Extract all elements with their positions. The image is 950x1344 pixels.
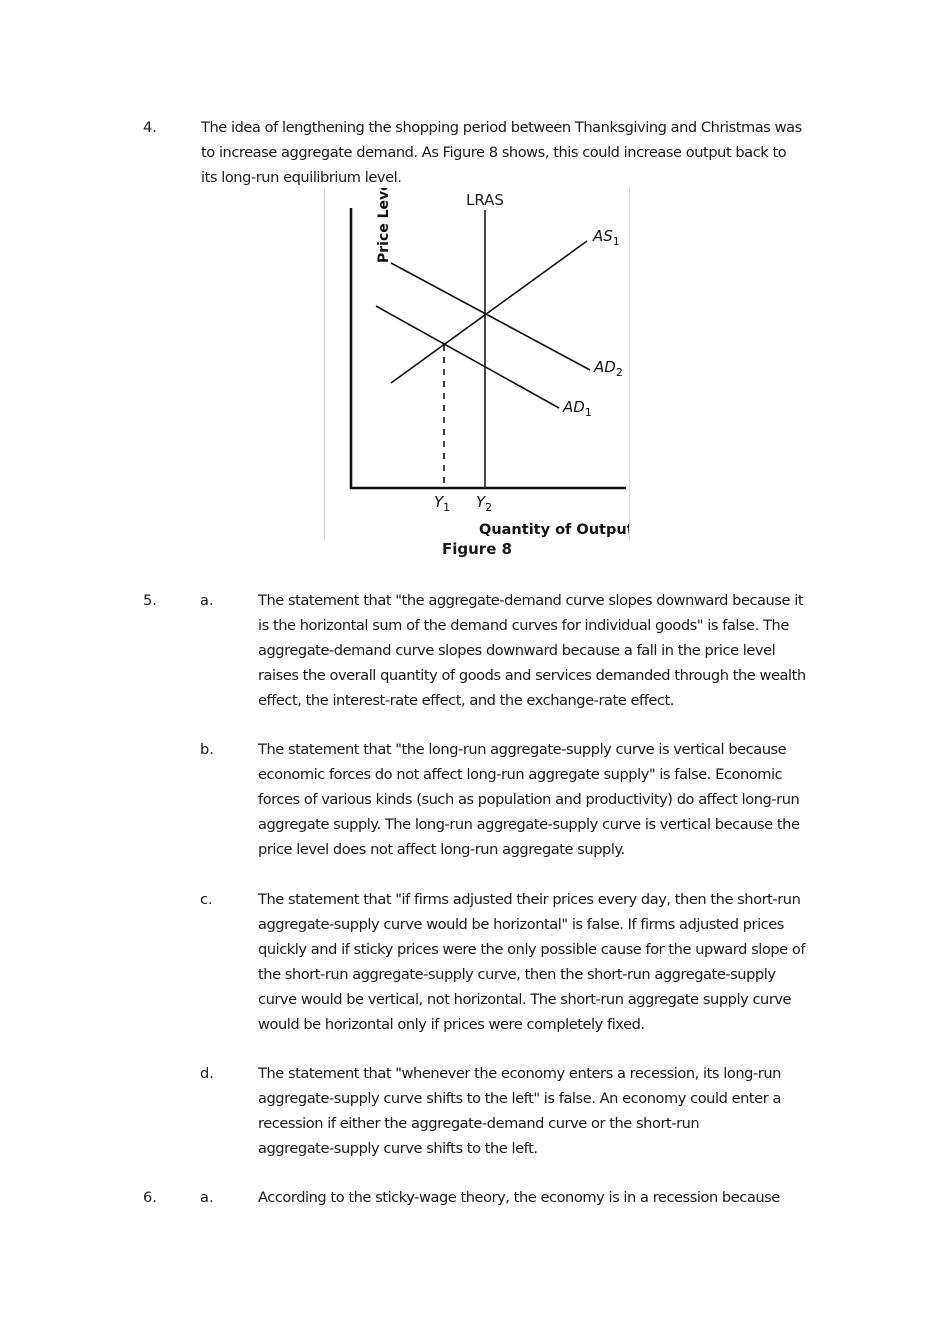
y-axis-label: Price Level — [376, 188, 392, 263]
text-line: recession if either the aggregate-demand curve or the short-run — [258, 1115, 700, 1132]
text-line: quickly and if sticky prices were the only possible cause for the upward slope of — [258, 941, 806, 958]
y1-subscript: 1 — [443, 501, 451, 514]
text-line: the short-run aggregate-supply curve, then the short-run aggregate-supply — [258, 966, 776, 983]
text-line: would be horizontal only if prices were completely fixed. — [258, 1016, 645, 1033]
text-line: The statement that "if firms adjusted their prices every day, then the short-run — [258, 891, 801, 908]
item-4-number: 4. — [143, 119, 157, 136]
text-line: The idea of lengthening the shopping period between Thanksgiving and Christmas was — [201, 119, 802, 136]
svg-text:AS1 — [592, 227, 620, 248]
x-axis-label: Quantity of Output — [479, 522, 629, 538]
y1-label: Y — [434, 493, 444, 511]
text-line: The statement that "the long-run aggregate-supply curve is vertical because — [258, 741, 787, 758]
ad2-subscript: 2 — [615, 366, 623, 379]
ad2-label: AD — [594, 358, 616, 376]
text-line: economic forces do not affect long-run aggregate supply" is false. Economic — [258, 766, 783, 783]
item-5c-text — [258, 887, 805, 1037]
text-line: curve would be vertical, not horizontal. The short-run aggregate supply curve — [258, 991, 792, 1008]
svg-text:Y1 — [434, 493, 450, 514]
text-line: is the horizontal sum of the demand curves for individual goods" is false. The — [258, 617, 789, 634]
item-5c-letter: c. — [200, 891, 213, 908]
text-line: aggregate-supply curve would be horizontal" is false. If firms adjusted prices — [258, 916, 784, 933]
text-line: to increase aggregate demand. As Figure 8 shows, this could increase output back to — [201, 144, 787, 161]
item-6a-letter: a. — [200, 1189, 214, 1206]
svg-text:Y2 — [476, 493, 492, 514]
text-line: The statement that "the aggregate-demand curve slopes downward because it — [258, 592, 804, 609]
figure-8 — [324, 188, 630, 540]
text-line: price level does not affect long-run aggregate supply. — [258, 841, 625, 858]
as1-label: AS — [593, 227, 613, 245]
ad-as-diagram — [325, 188, 629, 540]
item-5a-letter: a. — [200, 592, 214, 609]
y2-label: Y — [476, 493, 486, 511]
text-line: According to the sticky-wage theory, the economy is in a recession because — [258, 1189, 780, 1206]
text-line: aggregate-supply curve shifts to the left. — [258, 1140, 538, 1157]
item-5d-text — [258, 1061, 781, 1161]
y2-subscript: 2 — [485, 501, 493, 514]
text-line: effect, the interest-rate effect, and the exchange-rate effect. — [258, 692, 674, 709]
item-5d-letter: d. — [200, 1065, 214, 1082]
item-5b-text — [258, 737, 800, 862]
text-line: its long-run equilibrium level. — [201, 169, 402, 186]
svg-text:AD2 — [593, 358, 623, 379]
ad2-line — [391, 263, 590, 370]
item-6-number: 6. — [143, 1189, 157, 1206]
item-4-text — [201, 115, 802, 190]
text-line: forces of various kinds (such as population and productivity) do affect long-run — [258, 791, 800, 808]
figure-caption: Figure 8 — [442, 540, 513, 558]
text-line: aggregate-supply curve shifts to the left" is false. An economy could enter a — [258, 1090, 781, 1107]
text-line: raises the overall quantity of goods and services demanded through the wealth — [258, 667, 806, 684]
lras-label: LRAS — [466, 191, 504, 209]
item-5-number: 5. — [143, 592, 157, 609]
ad1-line — [376, 306, 559, 408]
ad1-label: AD — [563, 398, 585, 416]
text-line: The statement that "whenever the economy enters a recession, its long-run — [258, 1065, 781, 1082]
text-line: aggregate-demand curve slopes downward because a fall in the price level — [258, 642, 776, 659]
as1-subscript: 1 — [612, 235, 620, 248]
svg-text:AD1 — [562, 398, 592, 419]
as1-line — [391, 241, 587, 383]
text-line: aggregate supply. The long-run aggregate-supply curve is vertical because the — [258, 816, 800, 833]
item-5b-letter: b. — [200, 741, 214, 758]
item-5a-text — [258, 588, 806, 713]
item-6a-text — [258, 1185, 780, 1210]
ad1-subscript: 1 — [584, 406, 592, 419]
